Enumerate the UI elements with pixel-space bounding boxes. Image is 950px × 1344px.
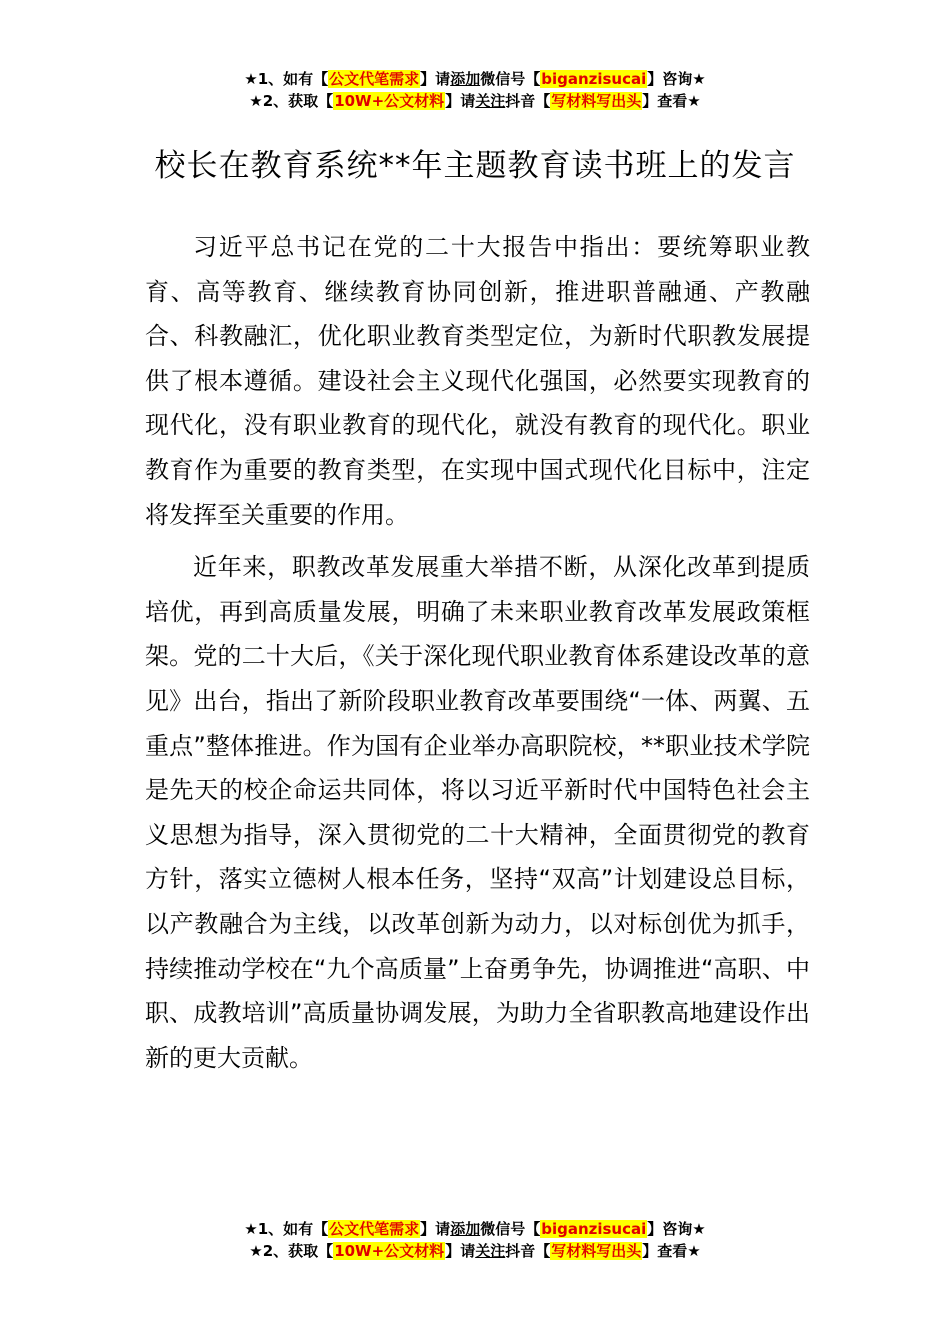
highlight-douyin-id: 写材料写出头 [551,92,642,110]
paragraph-1: 习近平总书记在党的二十大报告中指出：要统筹职业教育、高等教育、继续教育协同创新，推进职普融通、产教融合、科教融汇，优化职业教育类型定位，为新时代职教发展提供了根本遵循。建设社会主义现代化强国，必然要实现教育的现代化，没有职业教育的现代化，就没有教育的现代化。职业教育作为重要的教育类型，在实现中国式现代化目标中，注定将发挥至关重要的作用。 [145,233,810,529]
banner-text: 】咨询★ [647,1220,706,1238]
paragraph-2: 近年来，职教改革发展重大举措不断，从深化改革到提质培优，再到高质量发展，明确了未来职业教育改革发展政策框架。党的二十大后，《关于深化现代职业教育体系建设改革的意见》出台，指出了新阶段职业教育改革要围绕“一体、两翼、五重点”整体推进。作为国有企业举办高职院校，**职业技术学院是先天的校企命运共同体，将以习近平新时代中国特色社会主义思想为指导，深入贯彻党的二十大精神，全面贯彻党的教育方针，落实立德树人根本任务，坚持“双高”计划建设总目标，以产教融合为主线，以改革创新为动力，以对标创优为抓手，持续推动学校在“九个高质量”上奋勇争先，协调推进“高职、中职、成教培训”高质量协调发展，为助力全省职教高地建设作出新的更大贡献。 [145,553,810,1072]
banner-underline: 关注 [475,92,506,110]
banner-text: 抖音【 [505,1242,551,1260]
document-title: 校长在教育系统**年主题教育读书班上的发言 [154,147,796,184]
highlight-douyin-id: 写材料写出头 [551,1242,642,1260]
banner-text: 】查看★ [642,1242,701,1260]
document-body [145,225,810,1080]
banner-text: ★2、获取【 [249,1242,334,1260]
highlight-service: 公文代笔需求 [329,70,420,88]
highlight-service: 公文代笔需求 [329,1220,420,1238]
banner-text: 】请 [420,1220,451,1238]
highlight-materials: 10W+公文材料 [334,1242,445,1260]
banner-text: 】请 [420,70,451,88]
banner-text: 微信号【 [480,70,541,88]
highlight-wechat-id: biganzisucai [541,1220,647,1238]
banner-line-2 [0,90,950,112]
banner-line-2 [0,1240,950,1262]
banner-underline: 关注 [475,1242,506,1260]
banner-text: ★1、如有【 [244,1220,329,1238]
highlight-materials: 10W+公文材料 [334,92,445,110]
banner-text: 】请 [445,1242,476,1260]
bottom-banner [0,1218,950,1262]
banner-text: 微信号【 [480,1220,541,1238]
banner-text: 】咨询★ [647,70,706,88]
banner-line-1 [0,68,950,90]
top-banner [0,68,950,112]
banner-text: ★1、如有【 [244,70,329,88]
banner-underline: 添加 [450,1220,481,1238]
banner-underline: 添加 [450,70,481,88]
banner-line-1 [0,1218,950,1240]
highlight-wechat-id: biganzisucai [541,70,647,88]
banner-text: ★2、获取【 [249,92,334,110]
banner-text: 抖音【 [505,92,551,110]
banner-text: 】查看★ [642,92,701,110]
banner-text: 】请 [445,92,476,110]
